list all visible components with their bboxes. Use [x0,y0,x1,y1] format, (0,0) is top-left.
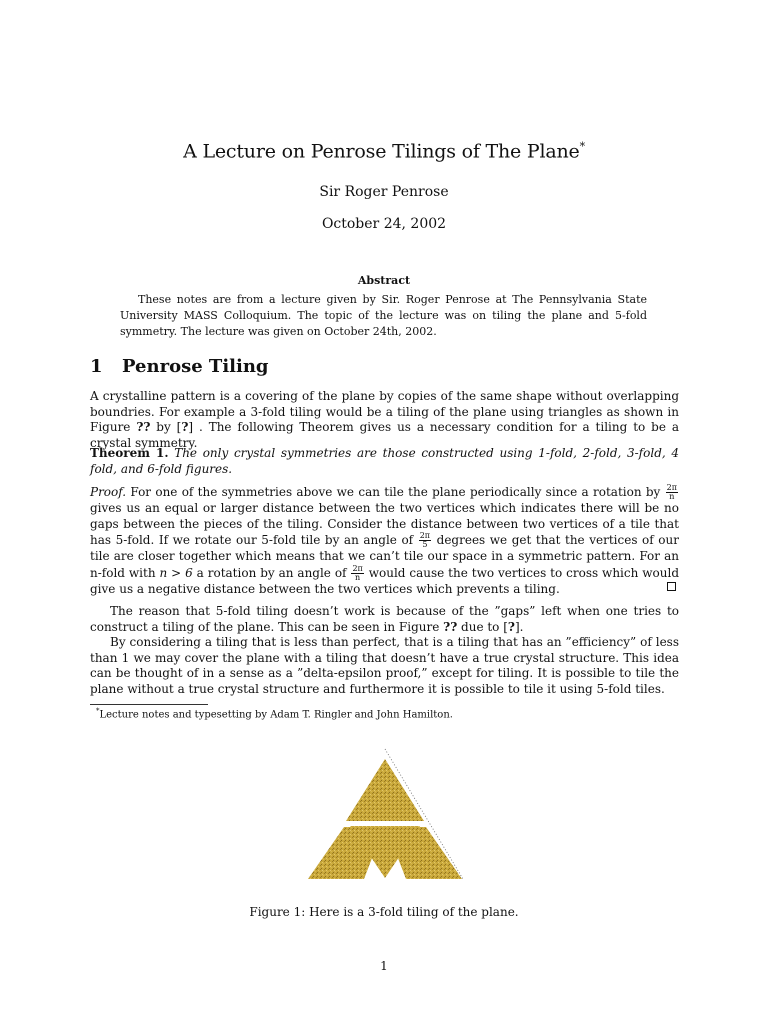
date: October 24, 2002 [321,216,447,232]
citation-reference[interactable]: ? [181,420,189,434]
fraction-two-pi-over-n: $\frac{2\pi}{n}$ [666,483,677,501]
figure-caption: Figure 1: Here is a 3-fold tiling of the plane. [249,905,519,919]
section-heading [90,356,269,377]
figure-reference-2[interactable]: ?? [443,619,458,634]
fraction-two-pi-over-five: $\frac{2\pi}{5}$ [419,531,431,549]
theorem-text: The only crystal symmetries are those constructed using 1-fold, 2-fold, 3-fold, 4 fold, and 6-fold figures. [90,446,679,476]
math-inequality: n > 6 [159,565,193,580]
tile-top-triangle [346,759,424,821]
paragraph-efficiency: By considering a tiling that is less than perfect, that is a tiling that has an ”efficiency” of less than 1 we may cover the plane with a tiling that doesn’t have a true crystal structure. This idea can be thought of in a sense as a ”delta-epsilon proof,” except for tiling. It is possible to tile the plane without a true crystal structure and furthermore it is possible to tile it using 5-fold tiles. [90,635,679,696]
title-footnote-mark: * [579,140,585,153]
abstract-heading: Abstract [357,274,411,287]
paragraph-gaps: The reason that 5-fold tiling doesn’t work is because of the ”gaps” left when one tries to construct a tiling of the plane. This can be seen in Figure ?? due to [?]. By considering a tiling that is less than perfect, that is a tiling that has an ”efficiency” of less than 1 we may cover the plane with a tiling that doesn’t have a true crystal structure. This idea can be thought of in a sense as a ”delta-epsilon proof,” except for tiling. It is possible to tile the plane without a true crystal structure and furthermore it is possible to tile it using 5-fold tiles. [90,604,679,696]
paragraph-intro: A crystalline pattern is a covering of the plane by copies of the same shape without overlapping boundries. For example a 3-fold tiling would be a tiling of the plane using triangles as shown in Figure ?? by [?] . The following Theorem gives us a necessary condition for a tiling to be a crystal symmetry. [90,389,679,450]
section-title: Penrose Tiling [122,356,269,377]
qed-square-icon [667,582,676,591]
footnote-mark: * [96,707,100,715]
footnote [96,707,453,720]
tile-bottom-right-triangle [386,827,462,879]
section-number: 1 [90,356,103,377]
fraction-two-pi-over-n-2: $\frac{2\pi}{n}$ [352,563,363,582]
theorem [90,446,679,477]
theorem-label: Theorem 1. [90,446,169,460]
paper-title: A Lecture on Penrose Tilings of The Plane* [183,140,585,163]
figure-reference[interactable]: ?? [136,420,151,434]
footnote-rule [90,704,208,705]
page-number: 1 [380,959,388,973]
abstract-text: These notes are from a lecture given by Sir. Roger Penrose at The Pennsylvania State University MASS Colloquium. The topic of the lecture was on tiling the plane and 5-fold symmetry. The lecture was given on October 24th, 2002. [120,293,647,338]
footnote-text: Lecture notes and typesetting by Adam T. Ringler and John Hamilton. [99,709,453,721]
author: Sir Roger Penrose [319,184,449,200]
proof: Proof. For one of the symmetries above we can tile the plane periodically since a rotation by $\frac{2\pi}{n}$ gives us an equal or larger distance between the two vertices which indicates there will be no gaps between the pieces of the tiling. Consider the distance between two vertices of a tile that has 5-fold. If we rotate our 5-fold tile by an angle of $\frac{2\pi}{5}$ degrees we get that the vertices of our tile are closer together which means that we can’t tile our space in a symmetric pattern. For an n-fold with n > 6 a rotation by an angle of $\frac{2\pi}{n}$ would cause the two vertices to cross which would give us a negative distance between the two vertices which prevents a tiling. [90,483,680,596]
proof-label: Proof. [90,485,127,499]
citation-reference-2[interactable]: ? [507,619,515,634]
three-fold-tiling-figure [300,745,470,885]
